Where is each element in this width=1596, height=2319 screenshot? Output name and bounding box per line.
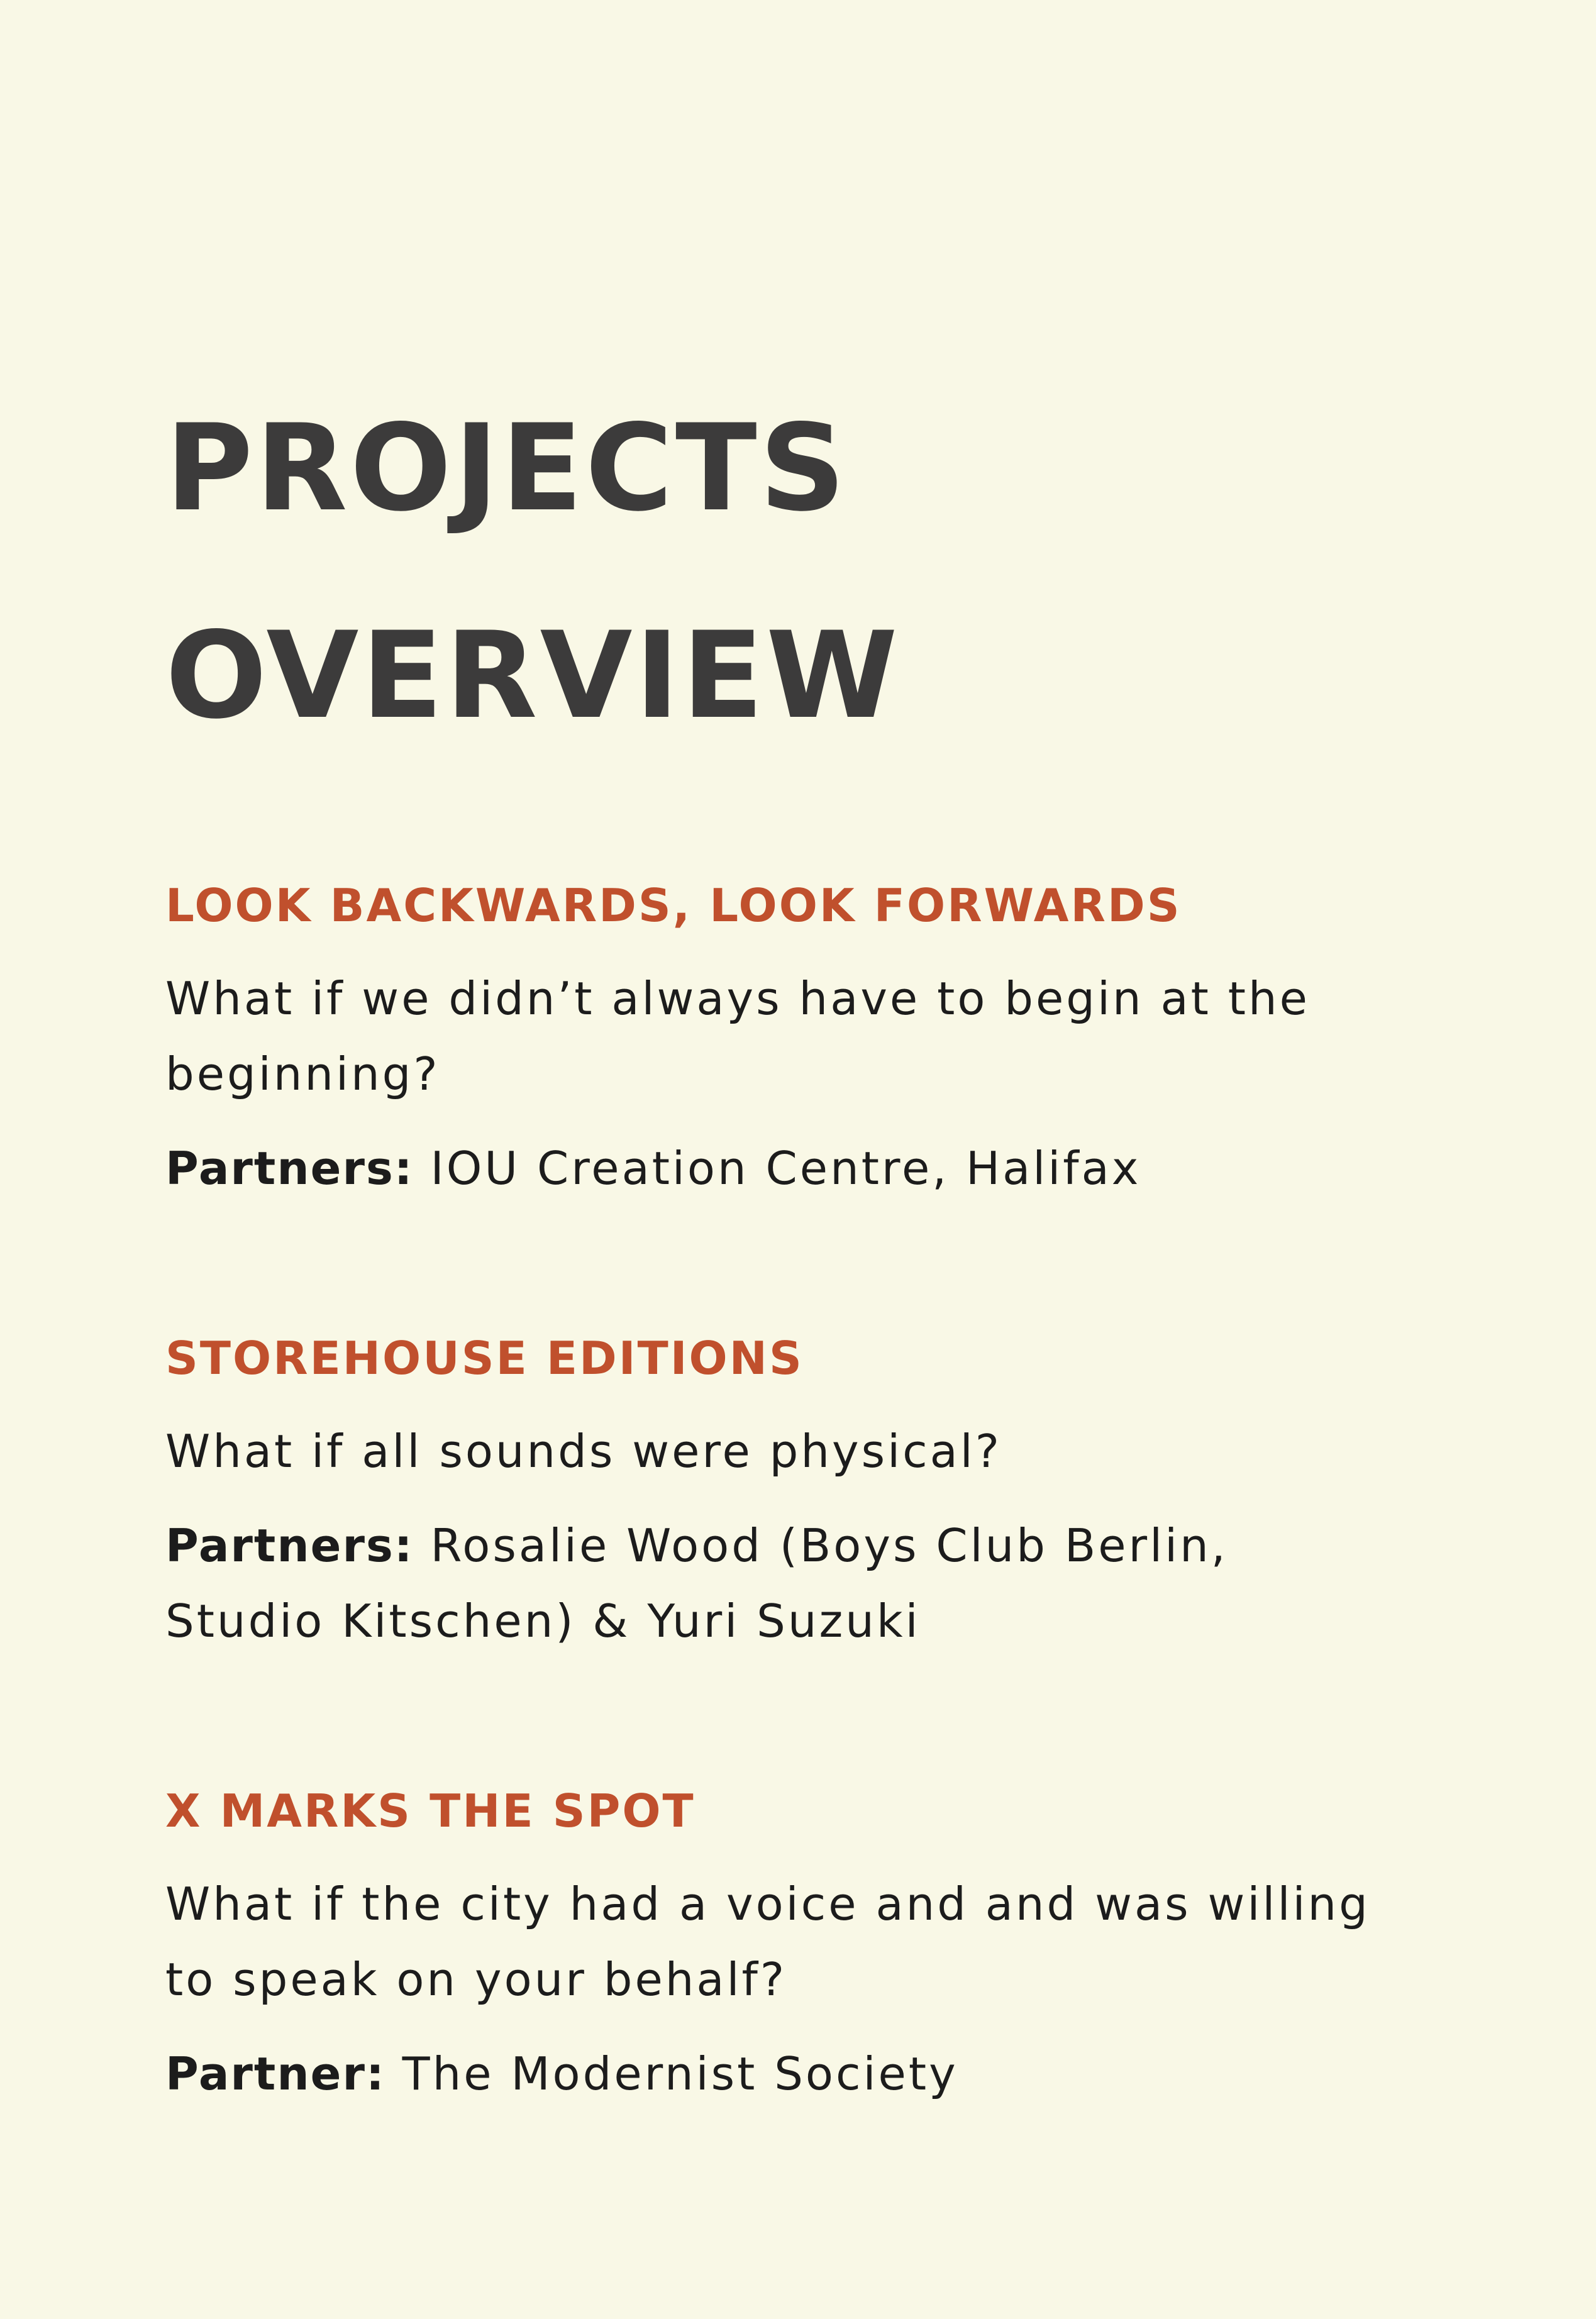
project-partners xyxy=(165,1131,1486,1206)
project-heading: STOREHOUSE EDITIONS xyxy=(165,1332,804,1385)
page-title-line-2: OVERVIEW xyxy=(165,606,901,745)
project-storehouse-editions xyxy=(165,1327,1486,1659)
partners-names: IOU Creation Centre, Halifax xyxy=(430,1142,1141,1195)
project-look-backwards xyxy=(165,874,1486,1206)
page-title-line-1: PROJECTS xyxy=(165,399,848,538)
page-title xyxy=(165,365,901,780)
partners-label: Partners: xyxy=(165,1142,414,1195)
partners-names: Rosalie Wood (Boys Club Berlin, Studio Kitschen) & Yuri Suzuki xyxy=(165,1519,1228,1647)
project-partners xyxy=(165,1508,1398,1659)
project-question: What if all sounds were physical? xyxy=(165,1425,1002,1478)
project-question: What if we didn’t always have to begin at the beginning? xyxy=(165,972,1310,1100)
project-x-marks-the-spot xyxy=(165,1779,1486,2111)
partners-label: Partner: xyxy=(165,2047,385,2100)
partners-names: The Modernist Society xyxy=(402,2047,958,2100)
project-heading: X MARKS THE SPOT xyxy=(165,1785,695,1837)
project-partners xyxy=(165,2036,1486,2111)
project-heading: LOOK BACKWARDS, LOOK FORWARDS xyxy=(165,879,1182,932)
partners-label: Partners: xyxy=(165,1519,414,1572)
project-question: What if the city had a voice and and was willing to speak on your behalf? xyxy=(165,1878,1370,2006)
